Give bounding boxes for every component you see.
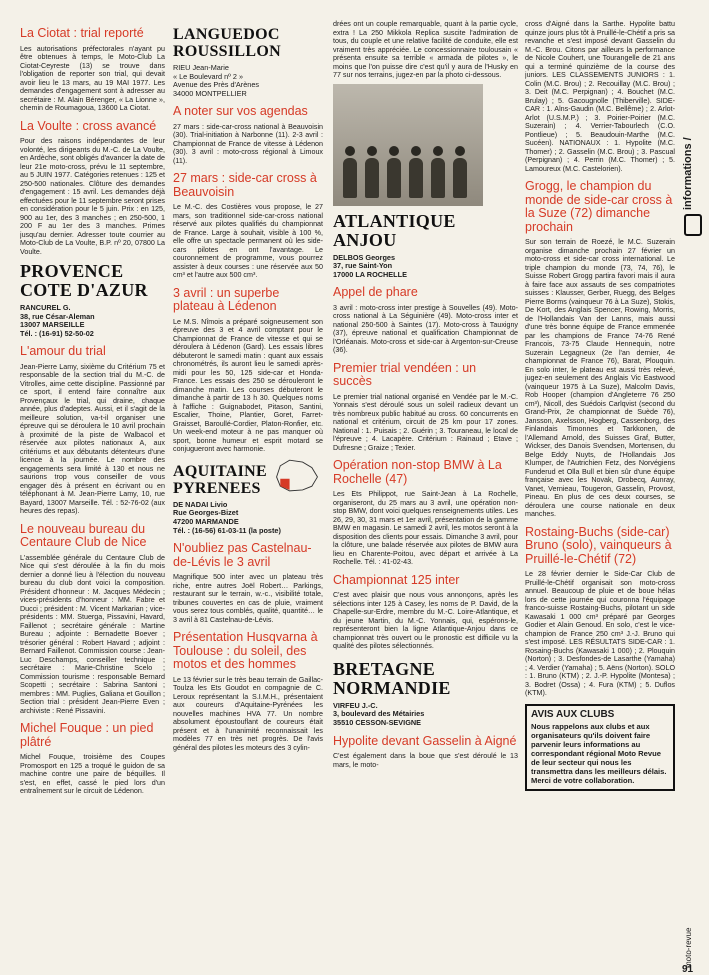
- article-grogg: Sur son terrain de Roezé, le M.C. Suzerain organise dimanche prochain 27 février un moto-cross et side-car cross international. Le triple champion du monde (73, 74, 76), le Suisse Robert Grogg partira favori mais il aura à faire face aux assauts de ses compatriotes suisses : Klausser, Gerber, Ruegg, des Belges Pierre Borms (vainqueur 76 à La Suze), Stokis, De Kort, des Anglais Spencer, Rowing, Morris, de l'Hollandais Van der Lanns, mais aussi d'une très bonne équipe de France emmenée par les champions de France 74-76 René Francois, 73-75 Claude Hennequin, notre Suzerain Legagneux (2e l'an dernier, 4e championnat de France 76), Barat, Plouquin. En solo inter, le plateau est aussi très relevé, jugez-en seulement des Anglais Vic Eastwood (vainqueur 1975 à La Suze), Malcolm Davis, Rob Hooper (champion d'Angleterre 76 250 cm³), Nicoll, des Suédois Carlqvist (second du Grand-Prix, 2e championnat de Suède 76), Jansson, Axelsson, Hogberg, Cassenborg, des Finlandais Timonnes et Tarkkonen, de l'Allemand Arnold, des Suisses Graf, Butter, Wickser, des Danois Svendsen, Mortensen, du Belge Eddy Nuyts, de l'Hollandais Jos Klumper, de l'Autrichien Fetz, des Norvégiens Funderud et Olla Bull et bien sûr d'une équipe française avec les Novak, Drobecq, Aunray, Vanet, Vernieau, Tougeron, Gasselin, Provost, Pineau. En plus de ces deux courses, se déroulera une course nationale en deux manches.: [525, 238, 675, 518]
- avis-title: AVIS AUX CLUBS: [531, 708, 615, 720]
- region-header-bretagne: [333, 654, 518, 702]
- region-header-aquitaine: [173, 457, 323, 501]
- headline-michel-fouque: Michel Fouque : un pied plâtré: [20, 721, 154, 749]
- headline-rostaing-buchs: Rostaing-Buchs (side-car) Bruno (solo), vainqueurs à Pruillé-le-Chétif (72): [525, 524, 672, 566]
- headline-appel-phare: Appel de phare: [333, 285, 418, 300]
- column-2: [173, 20, 323, 755]
- region-header: [173, 20, 323, 64]
- correspondent-address: RANCUREL G. 38, rue César-Aleman 13007 MARSEILLE Tél. : (16-91) 52-50-02: [20, 303, 95, 338]
- section-label: informations /: [682, 137, 694, 210]
- column-4: [525, 20, 675, 791]
- article-husqvarna-cont: drées ont un couple remarquable, quant à la partie cycle, extra ! La 250 Mikkola Replica suscite l'admiration de tous, du couple et une relative facilité de conduite, elle est vraiment très appréciée. Le concessionnaire toulousain « présenta ensuite sa terrible « armada de pilotes », le moins que l'on puisse dire c'est qu'il y aura de l'Husky en 77 sur nos terrains, jugez-en par la photo ci-dessous.: [333, 20, 518, 79]
- column-3: [333, 20, 518, 772]
- article-la-ciotat: Les autorisations préfectorales n'ayant pu être obtenues à temps, le Moto-Club La Ciotat-Ceyreste (13) se trouve dans l'obligation de reporter son trial, qui devait avoir lieu le 13 mars, au 19 MAI 1977. Les demandes d'engagement sont à adresser au secrétaire : M. Alain Bérenger, « La Lionne », chemin de Roumagoua, 13600 La Ciotat.: [20, 44, 165, 112]
- headline-hypolite-aigne: Hypolite devant Gasselin à Aigné: [333, 733, 517, 748]
- headline-bmw: Opération non-stop BMW à La Rochelle (47): [333, 458, 502, 486]
- page-number: 91: [682, 964, 694, 975]
- headline-centaure-club: Le nouveau bureau du Centaure Club de Nice: [20, 521, 147, 550]
- region-languedoc: LANGUEDOC ROUSSILLON: [173, 26, 281, 60]
- headline-125-inter: Championnat 125 inter: [333, 572, 460, 587]
- article-hypolite-aigne: C'est également dans la boue que s'est déroulé le 13 mars, le moto-: [333, 752, 518, 769]
- headline-husqvarna: Présentation Husqvarna à Toulouse : du soleil, des motos et des hommes: [173, 630, 318, 672]
- avis-text: Nous rappelons aux clubs et aux organisateurs qu'ils doivent faire parvenir leurs informations au correspondant régional Moto Revue de leur secteur qui nous les transmettra dans les meilleurs délais. Merci de votre collaboration.: [531, 721, 667, 785]
- article-bmw: Les Ets Philippot, rue Saint-Jean à La Rochelle, organiseront, du 25 mars au 3 avril, une opération non-stop BMW, dont voici quelques renseignements utiles. Les 26, 29, 30, 31 mars et 1er avril, présentation de la gamme BMW en magasin. Le samedi 2 avril, les motos seront à la disposition des clients pour essais. Dimanche 3 avril, pour la clôture, une balade réservée aux pilotes de BMW aura lieu en Charente-Poitou, avec départ et arrivée à La Rochelle. Tél. : 41-02-43.: [333, 490, 518, 567]
- article-michel-fouque: Michel Fouque, troisième des Coupes Promosport en 125 a troqué le guidon de sa machine contre une paire de béquilles. Il s'est, en effet, cassé le pied lors d'un entraînement sur le circuit de Lédenon.: [20, 753, 165, 796]
- headline-beauvoisin: 27 mars : side-car cross à Beauvoisin: [173, 171, 317, 199]
- brand-label: moto-revue: [684, 927, 693, 968]
- article-aigne-cont: cross d'Aigné dans la Sarthe. Hypolite battu quinze jours plus tôt à Pruillé-le-Chétif a pris sa revanche et s'est imposé devant Gasselin du M.-C. Brou. Citons par ailleurs la performance de Nicole Couhert, une Tourangelle de 21 ans qui a terminé quinzième de la course des juniors. LES CLASSEMENTS JUNIORS : 1. Colin (M.C. Brou) ; 2. Recouillay (M.C. Brou) ; 3. Deit (M.C. Perpignan) ; 4. Bouchet (M.C. Brulay) ; 5. Gacougnolle (Thiberville). SIDE-CAR : 1. Alns-Gaudin (M.C. Bellême) ; 2. Arlot-Arlot (U.S.M.P.) ; 3. Poirier-Poirier (M.C. Suzerain) ; 4. Verrier-Tabourlech (C.O. Pontlieue) ; 5. Beaudouin-Marthe (M.C. Sucéen). NATIONAUX : 1. Hypolite (M.C. Thomer) ; 2. Gasselin (M.C. Brou) ; 3. Pascual (Perpignan) ; 4. Perrin (M.C. Thomer) ; 5. Lamoureux (M.C. Castelorien).: [525, 20, 675, 173]
- avis-aux-clubs-box: [525, 704, 675, 791]
- region-aquitaine: AQUITAINE PYRENEES: [173, 462, 267, 497]
- headline-amour-trial: L'amour du trial: [20, 344, 106, 359]
- region-bretagne: BRETAGNE NORMANDIE: [333, 658, 451, 698]
- article-trial-vendeen: Le premier trial national organisé en Vendée par le M.-C. Yonnais s'est déroulé sous un soleil radieux devant un très nombreux public habitué au cross. 60 concurrents en national et critérium, circuit de 25 km pour 17 zones. National : 1. Puisais ; 2. Guérin ; 3. Touraneau, le local de l'épreuve ; 4. Lacapère. Critérium : Rainaud ; Etave ; Dufresne ; Graize ; Texier.: [333, 392, 518, 452]
- article-125-inter: C'est avec plaisir que nous vous annonçons, après les sélections inter 125 à Casey, les noms de P. David, de la Chapelle-sur-Erdre, membre du M.-C. Loire-Atlantique, et du jeune Martin, du M.-C. Yonnais, qui, espérons-le, représenteront bien la ligne Atlantique-Anjou dans ce championnat très ouvert ou le pronostic est difficile vu la qualité des pilotes sélectionnés.: [333, 591, 518, 651]
- article-amour-trial: Jean-Pierre Lamy, sixième du Critérium 75 et responsable de la section trial du M.-C. de Vitrolles, aime cette discipline. Passionné par ce sport, il entend faire connaître aux Provençaux le trial, qui draine, chaque année, plus d'adeptes. Aussi, et il s'agit de la meilleure solution, va-t-il organiser une épreuve qui se déroulera le 10 avril prochain à proximité de la piste de Walbacol et réservée aux pilotes nationaux A, aux critériums et aux débutants détenteurs d'une licence à la journée. Le nombre des engagements sera limité à 130 et nous ne saurions trop vous conseiller de vous engager dès à présent en écrivant ou en téléphonant à M. Jean-Pierre Lamy, 10, rue Bayard, 13007 Marseille. Tél. : 52-76-02 (aux heures des repas).: [20, 362, 165, 516]
- moto-revue-logo-icon: [684, 214, 702, 236]
- correspondent-address: DELBOS Georges 37, rue Saint-Yon 17000 LA ROCHELLE: [333, 252, 407, 279]
- headline-agendas: A noter sur vos agendas: [173, 104, 308, 119]
- page-sidebar: [680, 20, 706, 975]
- headline-ledenon: 3 avril : un superbe plateau à Lédenon: [173, 285, 280, 314]
- region-header-atlantique: [333, 206, 518, 254]
- correspondent-address: DE NADAI Livio Rue Georges-Bizet 47200 MARMANDE Tél. : (16-56) 61-03-11 (la poste): [173, 499, 281, 535]
- article-appel-phare: 3 avril : moto-cross inter prestige à Souvelles (49). Moto-cross national à La Séguinière (49). Moto-cross inter et national 250-500 à Saintes (17). Moto-cross à Tauxigny (37), épreuve national et qualification Championnat de l'Orléanais. Moto-cross et side-car à Argenton-sur-Creuse (36).: [333, 303, 518, 355]
- husqvarna-team-photo: [333, 84, 483, 206]
- region-atlantique: ATLANTIQUE ANJOU: [333, 210, 456, 250]
- region-provence: PROVENCE COTE D'AZUR: [20, 261, 148, 300]
- headline-la-voulte: La Voulte : cross avancé: [20, 118, 157, 133]
- article-beauvoisin: Le M.-C. des Costières vous propose, le 27 mars, son traditionnel side-car-cross national réservé aux pilotes qualifiés du championnat de France. Large à souhait, visible à 100 %, elle offre un spectacle permanent où les side-cars pilotes en ont l'avantage. Le couronnement de programme, vous pourrez assister à deux courses : une réservée aux 50 cm³ et l'autre aux 500 cm³.: [173, 203, 323, 280]
- headline-trial-vendeen: Premier trial vendéen : un succès: [333, 360, 477, 389]
- article-rostaing-buchs: Le 28 février dernier le Side-Car Club de Pruillé-le-Chétif organisait son moto-cross annuel. Beaucoup de pluie et de boue hélas lors de cette journée qui couronna l'équipage franco-suisse Rostaing-Buchs, pilotant un side Kawasaki 1 000 cm³ préparé par Georges Godier et Alain Genoud. En solo, c'est le vice-champion de France 250 cm³ J.-J. Bruno qui s'est imposé. LES RÉSULTATS SIDE-CAR : 1. Rosaing-Buchs (Kawasaki 1 000) ; 2. Plouquin (Norton) ; 3. Desfondes-de Lasarthe (Yamaha) ; 4. Verdier (Yamaha) ; 5. Aëns (Norton). SOLO : 1. Bruno (KTM) ; 2. J.-P. Hypolite (Montesa) ; 3. Bodret (Ossa) ; 4. Fura (KTM) ; 5. Duflos (KTM).: [525, 570, 675, 697]
- article-agendas: 27 mars : side-car-cross national à Beauvoisin (30). Trial-initiation à Narbonne (11). 2-3 avril : Championnat de France de vitesse à Lédenon (30). 3 avril : moto-cross régional à Limoux (11).: [173, 122, 323, 165]
- headline-grogg: Grogg, le champion du monde de side-car cross à la Suze (72) dimanche prochain: [525, 179, 673, 234]
- article-ledenon: Le M.S. Nîmois a préparé soigneusement son épreuve des 3 et 4 avril comptant pour le Championnat de France de vitesse et qui se déroulera à Lédenon (Gard). Les essais libres débuteront le samedi matin : quant aux essais chronométrés, ils auront lieu le samedi après-midi pour les 50, 125 side-car et Honda-France. Les essais des 250 se dérouleront le dimanche matin. Les courses débuteront le dimanche à partir de 13 h 30. Quelques noms à l'affiche : Guignabodet, Pitason, Santini, Escalier, Thoine, Plantier, Goret, Farret-Graisset, Baroullé-Cordier, Platon-Ronfier, etc. Un week-end moteur à ne pas manquer où sport, bonne humeur et esprit motard se conjugueront avec harmonie.: [173, 317, 323, 454]
- article-castelnau: Magnifique 500 inter avec un plateau très riche, entre autres Joël Robert… Parkings, restaurant sur le terrain, w.-c., visibilité totale, tribunes couvertes en cas de pluie, vraiment vous serez tous comblés, qualité, quantité… le 3 avril à 81 Castelnau-de-Lévis.: [173, 573, 323, 624]
- column-1: [20, 20, 165, 799]
- headline-castelnau: N'oubliez pas Castelnau-de-Lévis le 3 avril: [173, 541, 312, 569]
- headline-la-ciotat: La Ciotat : trial reporté: [20, 26, 144, 40]
- correspondent-address: RIEU Jean-Marie « Le Boulevard nº 2 » Avenue des Près d'Arènes 34000 MONTPELLIER: [173, 63, 260, 98]
- article-centaure-club: L'assemblée générale du Centaure Club de Nice qui s'est déroulée à la fin du mois dernier a donné lieu à l'élection du nouveau bureau du club dont voici la composition. Président d'honneur : M. Jacques Médecin ; vices-présidents d'honneur : MM. Fabre et Ducci ; président : M. Vicent Markarian ; vice-présidents : MM. Stuerga, Pissavini, Havard, Faillenot ; secrétaire générale : Martine Bureau ; adjointe : Bernadette Boever ; trésorier général : Robert Havard ; adjoint : Bernard Faillenot. Commission course : Jean-Luc Deschamps, conseiller technique ; secrétaire : Marie-Christine Scelo ; Commission tourisme : responsable Bernard Scopetti ; secrétaire : Sabrina Santoni ; membres : MM. Puglies, Galiana et Gouillon ; Section trial : président Jean-Pierre Even ; archiviste : René Pissavini.: [20, 553, 165, 715]
- article-husqvarna: Le 13 février sur le très beau terrain de Gaillac-Toulza les Ets Goudot en compagnie de C. Leroux représentant la S.I.M.H., présentaient aux coureurs d'Aquitaine-Pyrénées les nouvelles machines HVA 77. Un nombre absolument époustouflant de coureurs était présent et à l'unanimité reconnaissait les modèles 77 en très net progrès. De l'avis général des pilotes les moteurs des 3 cylin-: [173, 675, 323, 752]
- article-la-voulte: Pour des raisons indépendantes de leur volonté, les dirigeants du M.-C. de La Voulte, en Ardèche, sont obligés d'avancer la date de leur 21e moto-cross, prévu le 11 septembre, au 5 JUIN 1977. Catégories retenues : 125 et 250-500 nationales. Clôture des demandes d'engagement : 15 avril. Les demandes déjà effectuées pour le 11 septembre seront prises en considération pour le 5 juin. Prix : en 125, 900 au 1er, des 3 manches ; en 250-500, 1 200 F au 1er des 3 manches. Primes jusqu'au dernier. Adresser toute courrier au Moto-Club de La Voulte, B.P. nº 20, 07800 La Voulte.: [20, 137, 165, 256]
- correspondent-address: VIRFEU J.-C. 3, boulevard des Métairies 35510 CESSON-SEVIGNE: [333, 700, 425, 727]
- france-map-icon: [271, 457, 323, 495]
